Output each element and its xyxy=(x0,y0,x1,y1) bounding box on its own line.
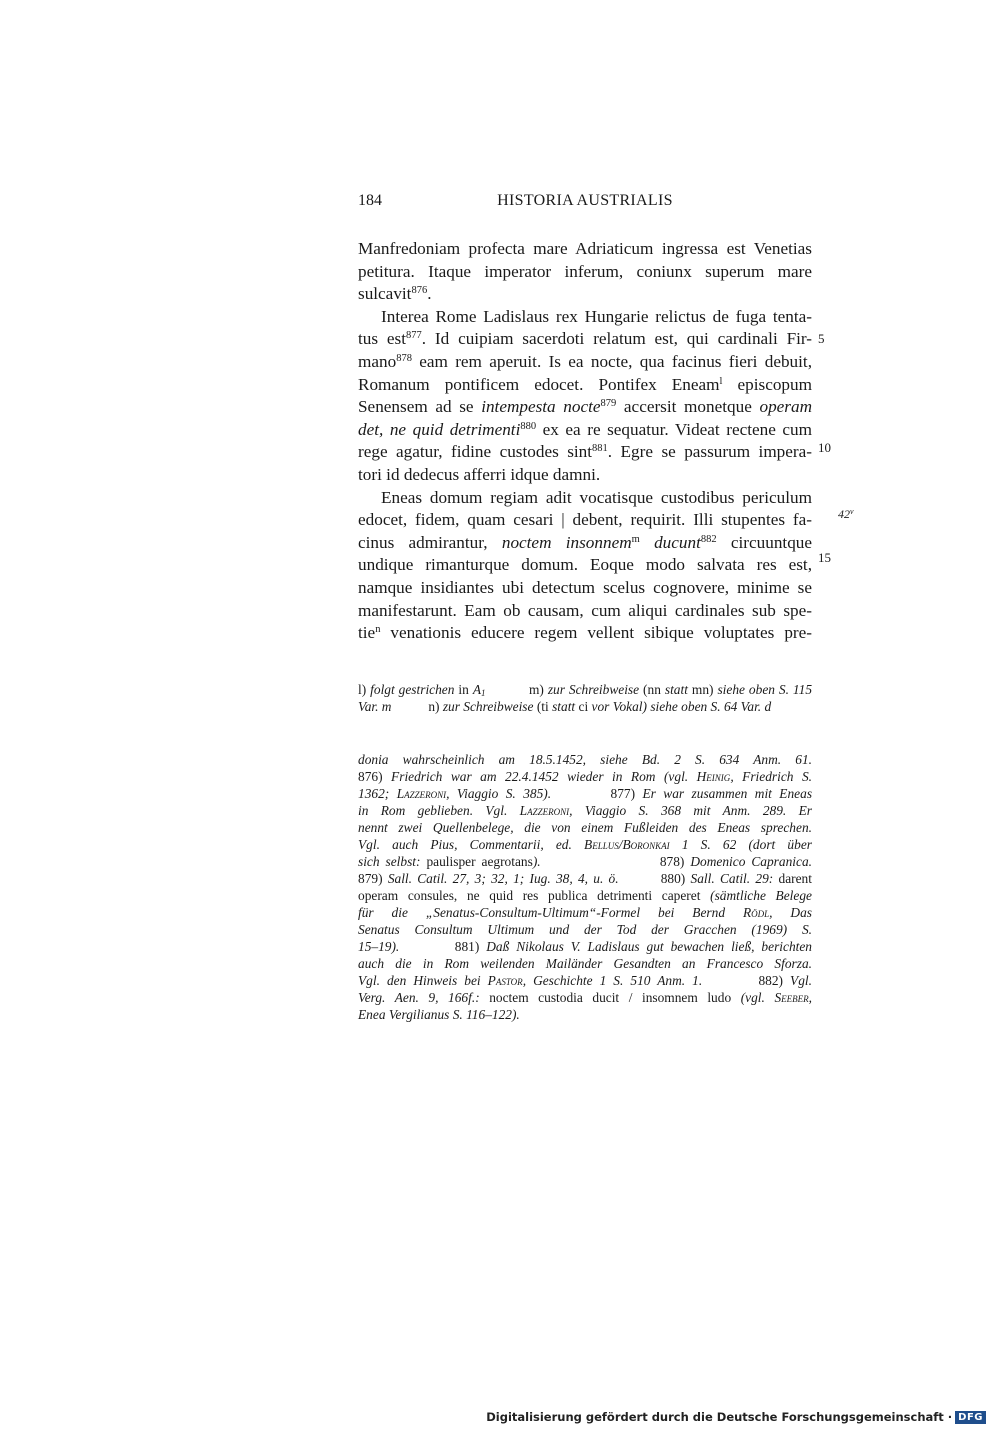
variant-ref: m xyxy=(631,533,640,545)
footnote-line: donia wahrscheinlich am 18.5.1452, siehe Bd. 2 S. 634 Anm. 61. xyxy=(358,752,812,767)
dfg-logo: DFG xyxy=(955,1411,986,1424)
text-line: mano$^{878}$ eam rem aperuit. Is ea nocte, qua facinus fieri debuit, xyxy=(358,351,812,371)
main-text xyxy=(358,238,812,645)
footnote-line: auch die in Rom weilenden Mailänder Gesandten an Francesco Sforza. xyxy=(358,956,812,971)
footnote-line: 879) Sall. Catil. 27, 3; 32, 1; Iug. 38, 4, u. ö. 880) Sall. Catil. 29: darent xyxy=(358,871,812,886)
footnote-line: für die „Senatus-Consultum-Ultimum“-Formel bei Bernd Rödl, Das xyxy=(358,905,812,920)
footnote-line: 15–19). 881) Daß Nikolaus V. Ladislaus gut bewachen ließ, berichten xyxy=(358,939,812,954)
footnote-ref: 878 xyxy=(396,352,412,364)
text-line: manifestarunt. Eam ob causam, cum aliqui cardinales sub spe- xyxy=(358,600,812,620)
text-line: tori id dedecus afferri idque damni. xyxy=(358,464,601,484)
footnote-ref: 877 xyxy=(406,330,422,342)
footnote-line: operam consules, ne quid res publica detrimenti caperet (sämtliche Belege xyxy=(358,888,812,903)
footnote-line: in Rom geblieben. Vgl. Lazzeroni, Viaggio S. 368 mit Anm. 289. Er xyxy=(358,803,812,818)
footnote-line: 1362; Lazzeroni, Viaggio S. 385). 877) Er war zusammen mit Eneas xyxy=(358,786,813,801)
footnote-ref: 881 xyxy=(592,443,608,455)
running-header xyxy=(358,192,812,216)
text-line: Romanum pontificem edocet. Pontifex Eneam$^l$ episcopum xyxy=(358,374,812,394)
text-line: rege agatur, fidine custodes sint$^{881}$. Egre se passurum impera- xyxy=(358,442,812,462)
variant-note-m: m) zur Schreibweise (nn statt mn) siehe oben S. 115 Var. m xyxy=(358,682,813,714)
text-line: edocet, fidem, quam cesari | debent, requirit. Illi stupentes fa- xyxy=(358,510,812,530)
variant-ref: l xyxy=(719,375,723,387)
footnote-line: Verg. Aen. 9, 166f.: noctem custodia ducit / insomnem ludo (vgl. Seeber, xyxy=(358,990,812,1005)
footnote-ref: 882 xyxy=(700,533,717,545)
text-line: Manfredoniam profecta mare Adriaticum ingressa est Venetias xyxy=(358,239,812,258)
variant-note-n: n) zur Schreibweise (ti statt ci vor Vokal) siehe oben S. 64 Var. d xyxy=(428,699,772,714)
text-line: Senensem ad se intempesta nocte$^{879}$ accersit monetque operam xyxy=(358,397,812,417)
text-line: cinus admirantur, noctem insonnem$^m$ ducunt$^{882}$ circuuntque xyxy=(358,532,813,552)
text-line: sulcavit$^{876}$. xyxy=(358,284,432,304)
folio-marker: 42$^v$ xyxy=(838,507,854,521)
text-line: namque insidiantes ubi detectum scelus cognovere, minime se xyxy=(358,577,812,597)
footnote-line: Senatus Consultum Ultimum und der Tod der Gracchen (1969) S. xyxy=(358,922,812,937)
text-line: tus est$^{877}$. Id cuipiam sacerdoti relatum est, qui cardinali Fir- xyxy=(358,329,813,349)
line-number: 10 xyxy=(818,440,831,455)
page-number: 184 xyxy=(358,192,382,209)
footnote-ref: 880 xyxy=(520,420,537,432)
variant-ref: n xyxy=(375,624,381,636)
footnote-line: nennt zwei Quellenbelege, die von einem Fußleiden des Eneas sprechen. xyxy=(358,820,812,835)
footnote-line: sich selbst: paulisper aegrotans). 878) Domenico Capranica. xyxy=(358,854,812,869)
footnote-line: Vgl. auch Pius, Commentarii, ed. Bellus/Boronkai 1 S. 62 (dort über xyxy=(358,837,812,852)
variant-note-l: l) folgt gestrichen in $A_1$ xyxy=(358,682,486,698)
line-number: 15 xyxy=(818,550,831,565)
footnote-ref: 879 xyxy=(600,398,617,410)
text-line: undique rimanturque domum. Eoque modo salvata res est, xyxy=(358,555,812,575)
footnote-line: Enea Vergilianus S. 116–122). xyxy=(358,1007,520,1022)
text-line: Eneas domum regiam adit vocatisque custodibus periculum xyxy=(381,487,812,507)
footnote-line: Vgl. den Hinweis bei Pastor, Geschichte 1 S. 510 Anm. 1. 882) Vgl. xyxy=(358,973,812,988)
text-line: tie$^n$ venationis educere regem vellent sibique voluptates pre- xyxy=(358,623,812,643)
text-line: Interea Rome Ladislaus rex Hungarie relictus de fuga tenta- xyxy=(381,306,812,326)
credit-text: Digitalisierung gefördert durch die Deutsche Forschungsgemeinschaft · xyxy=(486,1410,953,1424)
footnotes xyxy=(358,751,812,1023)
line-number: 5 xyxy=(818,331,825,346)
variant-notes xyxy=(358,681,812,715)
footnote-ref: 876 xyxy=(411,285,428,297)
footnote-line: 876) Friedrich war am 22.4.1452 wieder in Rom (vgl. Heinig, Friedrich S. xyxy=(358,769,813,784)
running-title: HISTORIA AUSTRIALIS xyxy=(497,192,673,209)
text-line: petitura. Itaque imperator inferum, coniunx superum mare xyxy=(358,261,812,281)
text-line: det, ne quid detrimenti$^{880}$ ex ea re sequatur. Videat rectene cum xyxy=(358,419,812,439)
digitization-credit xyxy=(486,1410,986,1424)
